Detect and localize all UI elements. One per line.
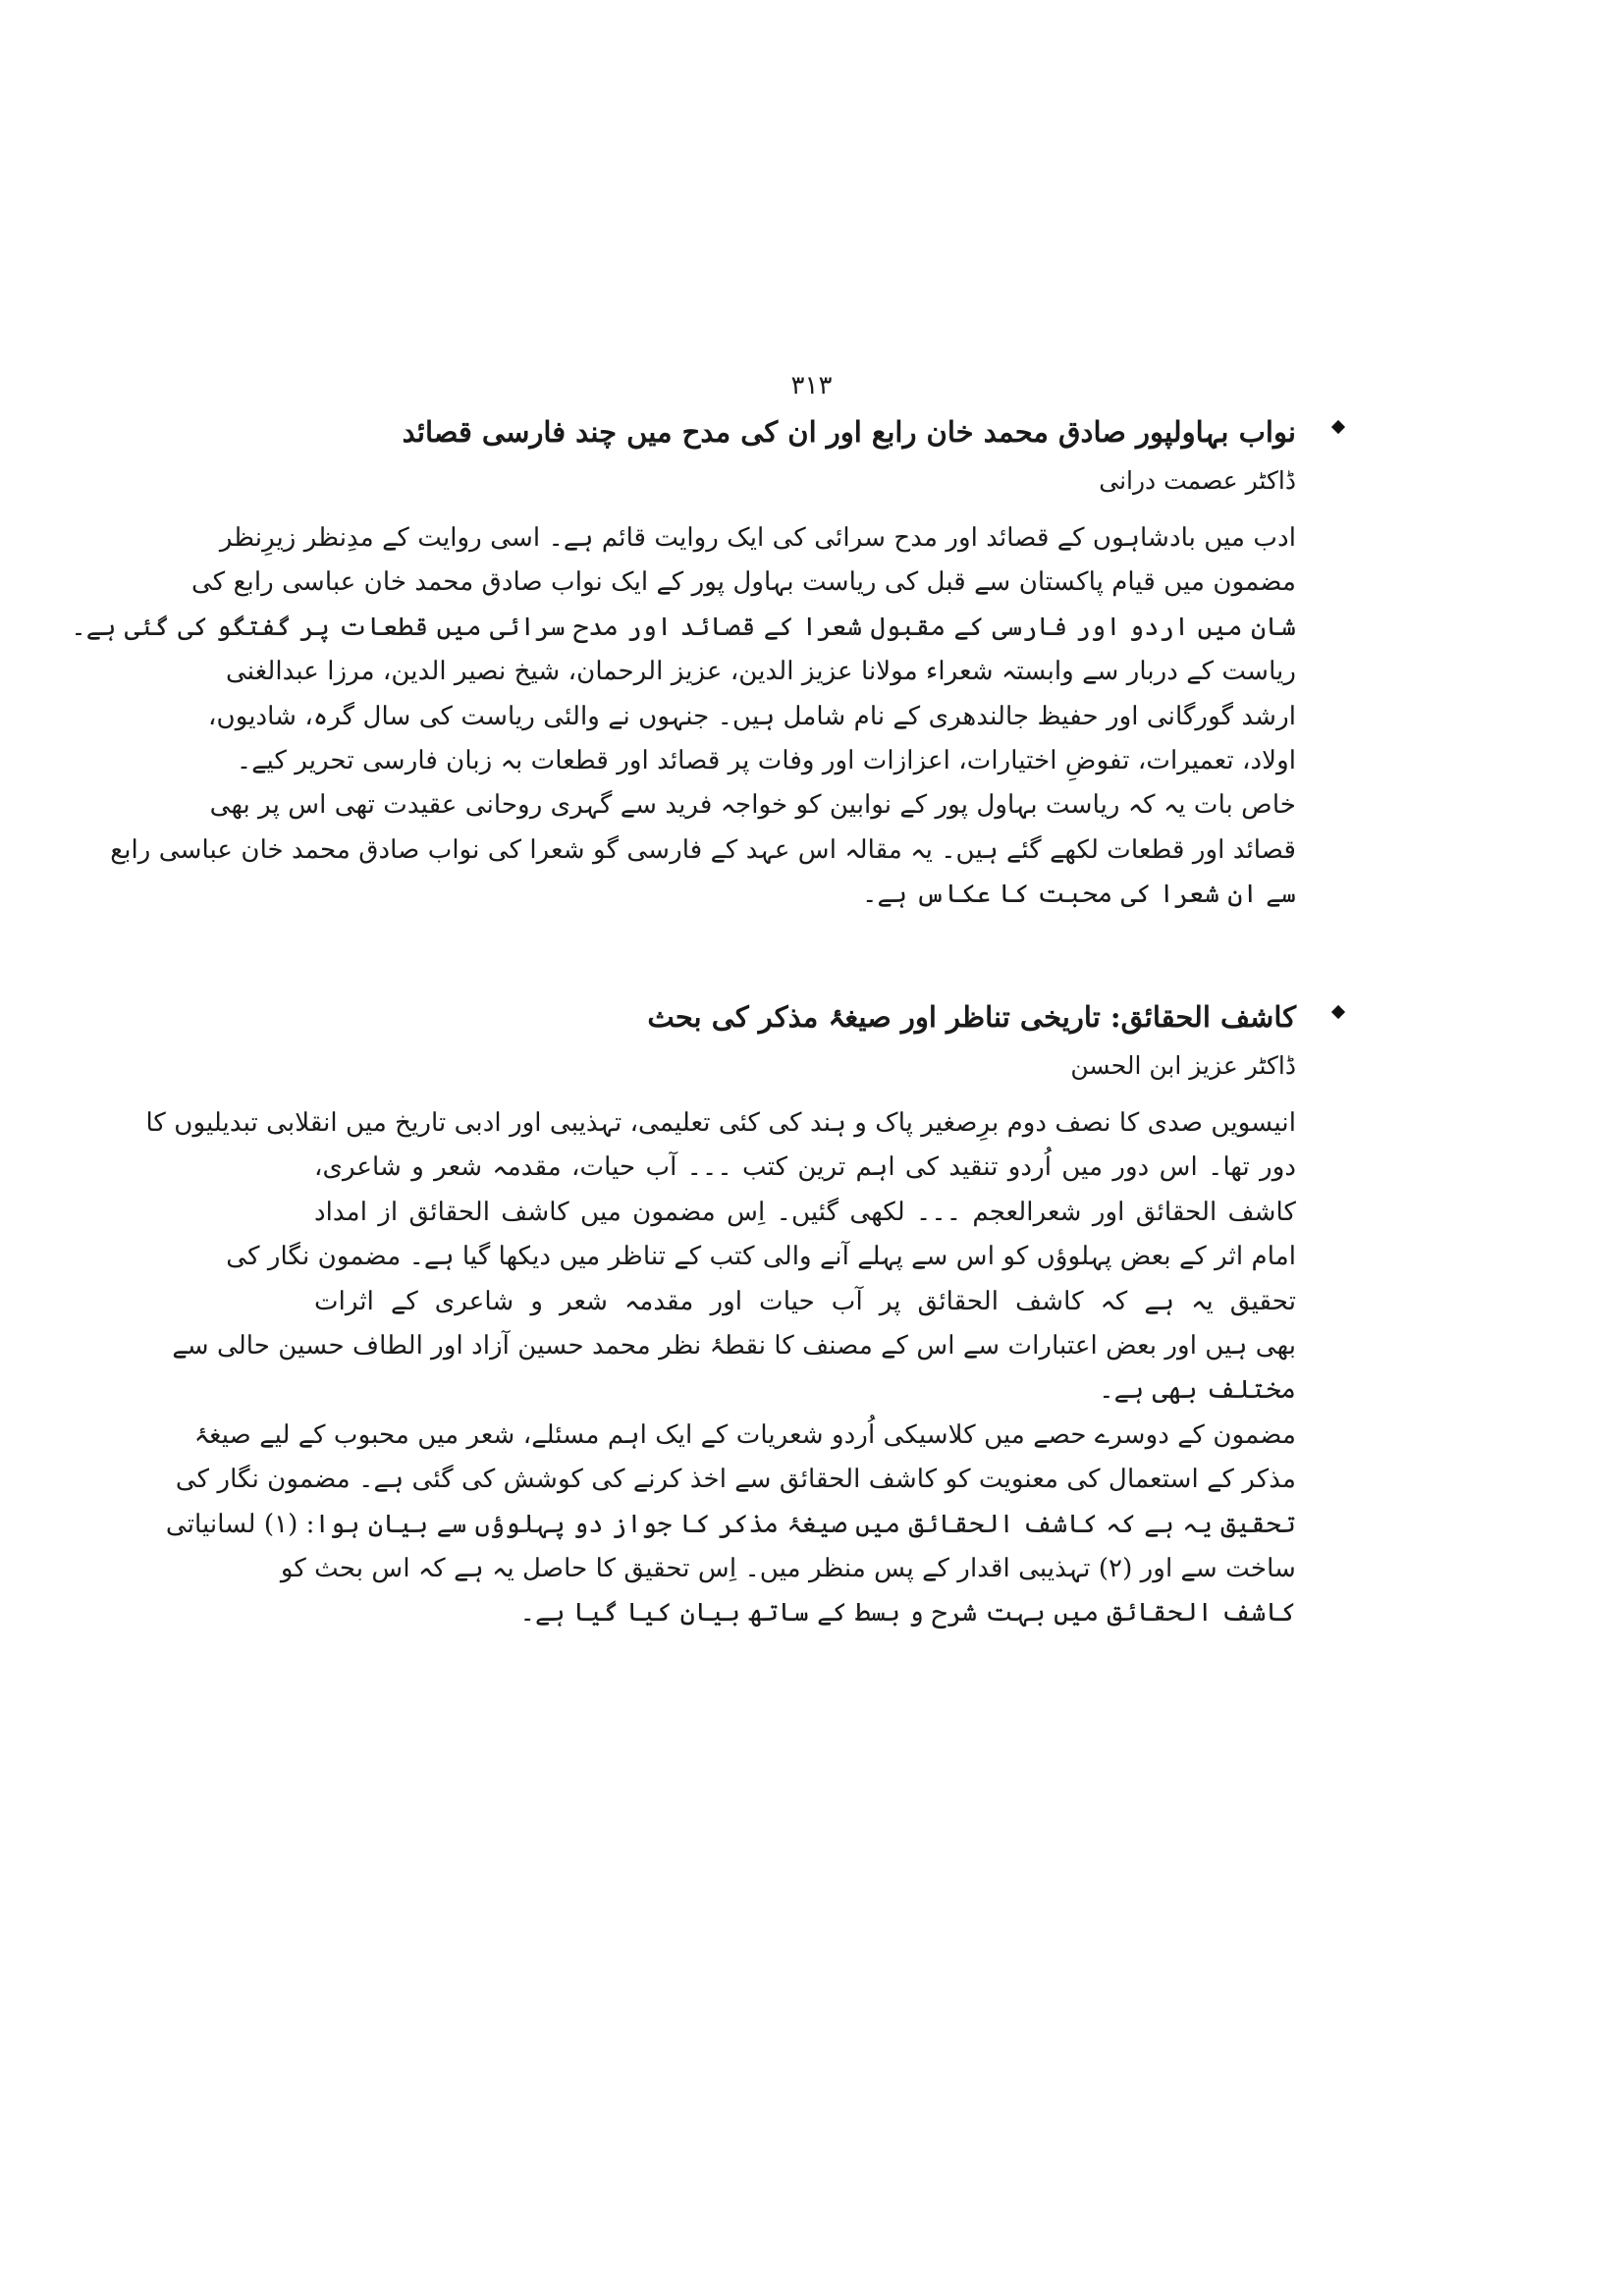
abstract-line: کاشف الحقائق میں بہت شرح و بسط کے ساتھ بیان کیا گیا ہے۔ [519,1598,1296,1629]
abstract-line: خاص بات یہ کہ ریاست بہاول پور کے نوابین کو خواجہ فرید سے گہری روحانی عقیدت تھی اس پر بھی [209,790,1296,821]
abstract-line: ریاست کے دربار سے وابستہ شعراء مولانا عزیز الدین، عزیز الرحمان، شیخ نصیر الدین، مرزا عبدالغنی [225,657,1296,687]
abstract-line: قصائد اور قطعات لکھے گئے ہیں۔ یہ مقالہ اس عہد کے فارسی گو شعرا کی نواب صادق محمد خان عباسی رابع [110,834,1296,865]
abstract-line: امام اثر کے بعض پہلوؤں کو اس سے پہلے آنے والی کتب کے تناظر میں دیکھا گیا ہے۔ مضمون نگار کی [226,1242,1296,1272]
entry-abstract [71,516,1296,918]
abstract-line: بھی ہیں اور بعض اعتبارات سے اس کے مصنف کا نقطۂ نظر محمد حسین آزاد اور الطاف حسین حالی سے [172,1331,1296,1362]
page-number: ۳۱۳ [790,371,833,400]
abstract-line: ادب میں بادشاہوں کے قصائد اور مدح سرائی کی ایک روایت قائم ہے۔ اسی روایت کے مدِنظر زیرِنظر [219,523,1296,553]
abstract-line: اولاد، تعمیرات، تفوضِ اختیارات، اعزازات اور وفات پر قصائد اور قطعات بہ زبان فارسی تحریر کیے۔ [236,746,1296,776]
abstract-line: تحقیق یہ ہے کہ کاشف الحقائق میں صیغۂ مذکر کا جواز دو پہلوؤں سے بیان ہوا: (۱) لسانیاتی [165,1509,1296,1539]
abstract-line: ساخت سے اور (۲) تہذیبی اقدار کے پس منظر میں۔ اِس تحقیق کا حاصل یہ ہے کہ اس بحث کو [280,1554,1296,1584]
article-entry [145,989,1296,1636]
abstract-line: مختلف بھی ہے۔ [1099,1375,1296,1406]
entry-title: نواب بہاولپور صادق محمد خان رابع اور ان کی مدح میں چند فارسی قصائد [402,415,1296,449]
diamond-bullet-icon [1331,420,1345,434]
entry-author: ڈاکٹر عصمت درانی [1099,466,1296,495]
abstract-line: شان میں اردو اور فارسی کے مقبول شعرا کے قصائد اور مدح سرائی میں قطعات پر گفتگو کی گئی ہے۔ [71,612,1296,642]
abstract-line: کاشف الحقائق اور شعرالعجم ۔۔۔ لکھی گئیں۔ اِس مضمون میں کاشف الحقائق از امداد [314,1197,1296,1227]
abstract-line: سے ان شعرا کی محبت کا عکاس ہے۔ [862,880,1296,910]
abstract-line: مضمون میں قیام پاکستان سے قبل کی ریاست بہاول پور کے ایک نواب صادق محمد خان عباسی رابع کی [190,567,1296,598]
entry-title: کاشف الحقائق: تاریخی تناظر اور صیغۂ مذکر کی بحث [647,1000,1296,1034]
article-entry [71,404,1296,918]
abstract-line: انیسویں صدی کا نصف دوم برِصغیر پاک و ہند کی کئی تعلیمی، تہذیبی اور ادبی تاریخ میں انقلابی تبدیلیوں کا [145,1108,1296,1138]
abstract-line: دور تھا۔ اس دور میں اُردو تنقید کی اہم ترین کتب ۔۔۔ آب حیات، مقدمہ شعر و شاعری، [314,1152,1296,1183]
abstract-line: تحقیق یہ ہے کہ کاشف الحقائق پر آب حیات اور مقدمہ شعر و شاعری کے اثرات [314,1286,1296,1316]
abstract-line: ارشد گورگانی اور حفیظ جالندھری کے نام شامل ہیں۔ جنہوں نے والئی ریاست کی سال گرہ، شادیوں، [208,701,1296,731]
entry-abstract [145,1101,1296,1636]
diamond-bullet-icon [1331,1005,1345,1019]
entry-author: ڈاکٹر عزیز ابن الحسن [1070,1051,1296,1080]
abstract-line: مضمون کے دوسرے حصے میں کلاسیکی اُردو شعریات کے ایک اہم مسئلے، شعر میں محبوب کے لیے صیغۂ [193,1419,1296,1450]
abstract-line: مذکر کے استعمال کی معنویت کو کاشف الحقائق سے اخذ کرنے کی کوشش کی گئی ہے۔ مضمون نگار کی [175,1465,1296,1495]
entry-title-row [314,989,1296,1044]
entry-title-row [314,404,1296,459]
